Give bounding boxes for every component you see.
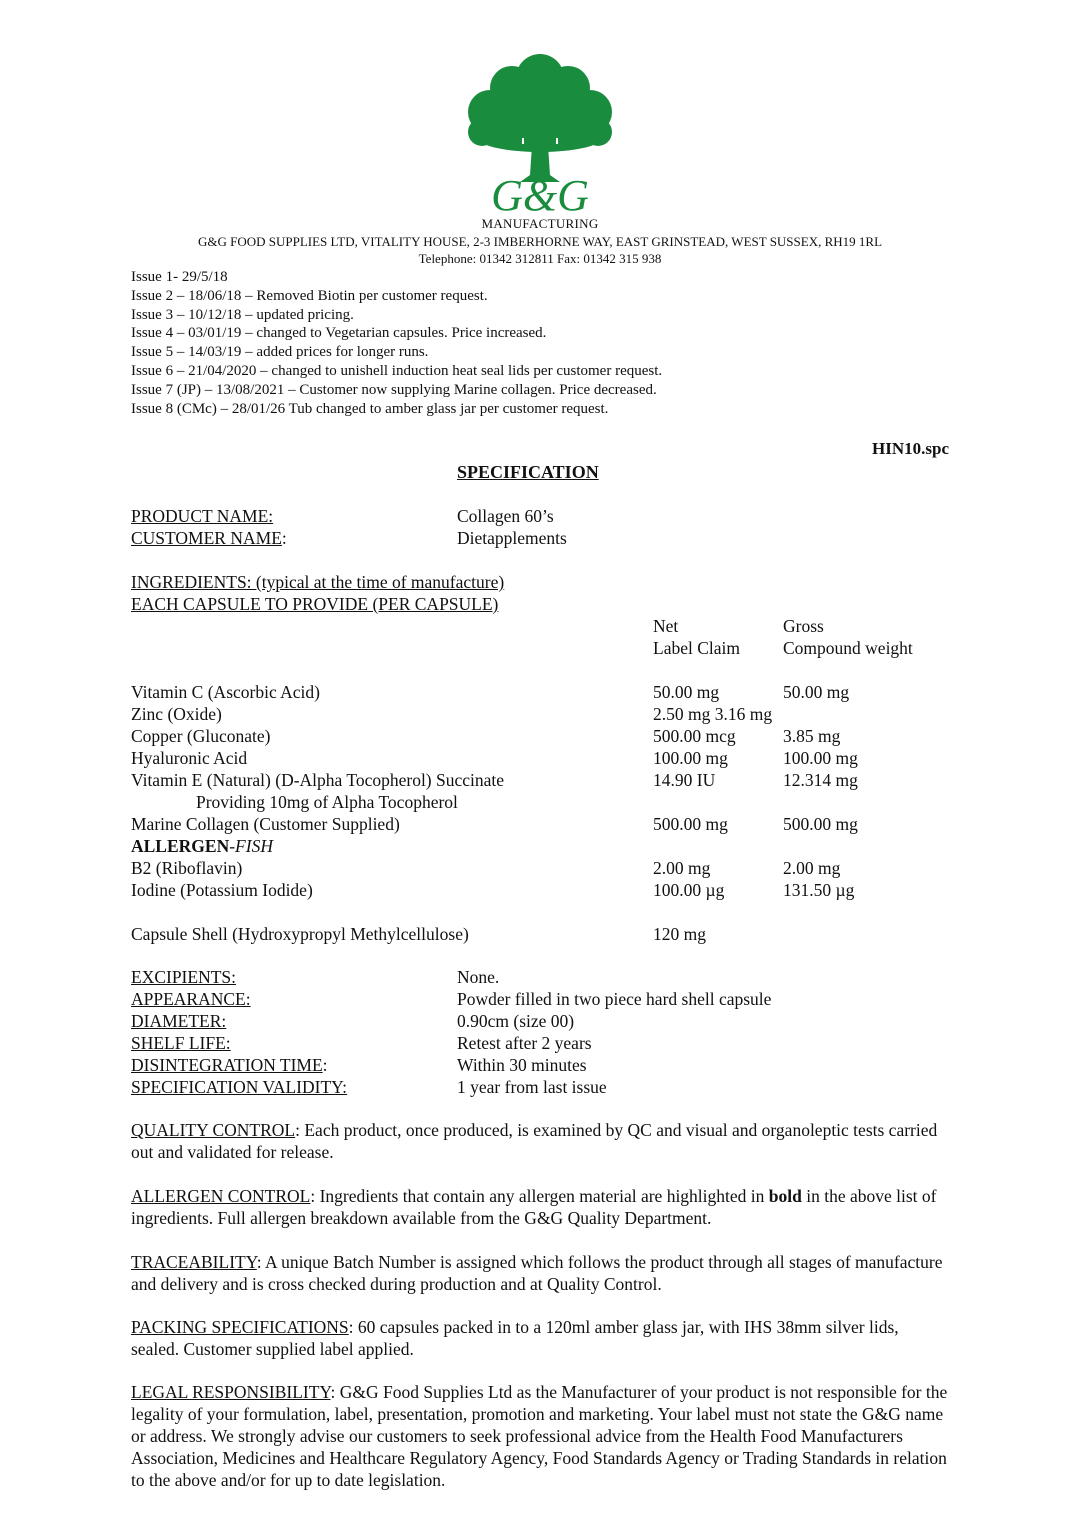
product-name-value: Collagen 60’s <box>457 506 554 526</box>
company-logo <box>460 50 620 218</box>
ingredient-gross: 12.314 mg <box>783 770 858 790</box>
ingredient-note: Providing 10mg of Alpha Tocopherol <box>196 792 458 812</box>
packing-section <box>131 1316 951 1360</box>
ingredient-net: 2.00 mg <box>653 858 711 878</box>
legal-section <box>131 1381 951 1491</box>
section-label: ALLERGEN CONTROL <box>131 1186 311 1206</box>
tree-logo-icon <box>460 50 620 218</box>
property-label: SPECIFICATION VALIDITY: <box>131 1077 348 1097</box>
ingredient-net: 100.00 µg <box>653 880 725 900</box>
capsule-shell-name: Capsule Shell (Hydroxypropyl Methylcellulose) <box>131 924 469 944</box>
ingredient-gross: 2.00 mg <box>783 858 841 878</box>
ingredient-name: Hyaluronic Acid <box>131 748 248 768</box>
section-label: LEGAL RESPONSIBILITY <box>131 1382 331 1402</box>
ingredient-gross: 100.00 mg <box>783 748 858 768</box>
property-value: None. <box>457 967 500 987</box>
property-value: Powder filled in two piece hard shell capsule <box>457 989 772 1009</box>
section-bold-text: bold <box>768 1186 802 1206</box>
property-colon: : <box>322 1055 328 1075</box>
ingredient-name: Copper (Gluconate) <box>131 726 271 746</box>
ingredient-name: B2 (Riboflavin) <box>131 858 243 878</box>
property-value: 1 year from last issue <box>457 1077 607 1097</box>
allergen-flag <box>131 835 273 857</box>
property-value: Within 30 minutes <box>457 1055 587 1075</box>
issue-line: Issue 3 – 10/12/18 – updated pricing. <box>131 306 354 323</box>
section-text: : A unique Batch Number is assigned which follows the product through all stages of manufacture and delivery and is cross checked during production and at Quality Control. <box>131 1252 943 1294</box>
ingredient-net: 2.50 mg 3.16 mg <box>653 704 773 724</box>
section-text: : Ingredients that contain any allergen material are highlighted in <box>310 1186 769 1206</box>
ingredient-net: 500.00 mg <box>653 814 728 834</box>
company-telephone: Telephone: 01342 312811 Fax: 01342 315 938 <box>418 251 662 266</box>
allergen-label: ALLERGEN <box>131 836 230 856</box>
customer-name-value: Dietapplements <box>457 528 567 548</box>
issue-history <box>131 268 662 418</box>
ingredients-subheading: EACH CAPSULE TO PROVIDE (PER CAPSULE) <box>131 594 499 614</box>
issue-line: Issue 6 – 21/04/2020 – changed to unishell induction heat seal lids per customer request. <box>131 362 663 379</box>
ingredient-name: Marine Collagen (Customer Supplied) <box>131 814 400 834</box>
property-label: DIAMETER: <box>131 1011 227 1031</box>
allergen-control-section <box>131 1185 951 1229</box>
quality-control-section <box>131 1119 951 1163</box>
column-header-compound-weight: Compound weight <box>783 638 913 658</box>
ingredient-gross: 131.50 µg <box>783 880 855 900</box>
ingredient-net: 14.90 IU <box>653 770 716 790</box>
column-header-label-claim: Label Claim <box>653 638 740 658</box>
issue-line: Issue 2 – 18/06/18 – Removed Biotin per customer request. <box>131 287 488 304</box>
capsule-shell-net: 120 mg <box>653 924 706 944</box>
property-label: SHELF LIFE: <box>131 1033 231 1053</box>
allergen-type: -FISH <box>229 836 273 856</box>
column-header-gross: Gross <box>783 616 824 636</box>
issue-line: Issue 1- 29/5/18 <box>131 269 228 285</box>
ingredients-heading: INGREDIENTS: (typical at the time of manufacture) <box>131 572 505 592</box>
ingredient-net: 50.00 mg <box>653 682 720 702</box>
ingredient-name: Zinc (Oxide) <box>131 704 222 724</box>
section-label: TRACEABILITY <box>131 1252 257 1272</box>
ingredient-gross: 500.00 mg <box>783 814 858 834</box>
logo-text: G&G <box>491 171 589 218</box>
section-text: : Each product, once produced, is examined by QC and visual and organoleptic tests carried out and validated for release. <box>131 1120 938 1162</box>
page-title: SPECIFICATION <box>457 462 599 482</box>
property-label: DISINTEGRATION TIME <box>131 1055 323 1075</box>
ingredient-gross: 50.00 mg <box>783 682 850 702</box>
ingredient-name: Vitamin C (Ascorbic Acid) <box>131 682 320 702</box>
traceability-section <box>131 1251 951 1295</box>
ingredient-gross: 3.85 mg <box>783 726 841 746</box>
document-reference: HIN10.spc <box>872 439 949 458</box>
customer-name-label: CUSTOMER NAME <box>131 528 282 548</box>
section-text: : G&G Food Supplies Ltd as the Manufacturer of your product is not responsible for the legality of your formulation, label, presentation, promotion and marketing. Your label must not state the G&G name or address. We strongly advise our customers to seek professional advice from the Health Food Manufacturers Association, Medicines and Healthcare Regulatory Agency, Food Standards Agency or Trading Standards in relation to the above and/or for up to date legislation. <box>131 1382 948 1490</box>
ingredient-net: 100.00 mg <box>653 748 728 768</box>
issue-line: Issue 4 – 03/01/19 – changed to Vegetarian capsules. Price increased. <box>131 325 547 342</box>
property-label: EXCIPIENTS: <box>131 967 236 987</box>
column-header-net: Net <box>653 616 679 636</box>
property-value: Retest after 2 years <box>457 1033 592 1053</box>
property-label: APPEARANCE: <box>131 989 251 1009</box>
issue-line: Issue 7 (JP) – 13/08/2021 – Customer now supplying Marine collagen. Price decreased. <box>131 381 657 398</box>
ingredient-name: Iodine (Potassium Iodide) <box>131 880 313 900</box>
property-value: 0.90cm (size 00) <box>457 1011 575 1031</box>
section-text: : 60 capsules packed in to a 120ml amber glass jar, with IHS 38mm silver lids, sealed. Customer supplied label applied. <box>131 1317 899 1359</box>
company-address: G&G FOOD SUPPLIES LTD, VITALITY HOUSE, 2-3 IMBERHORNE WAY, EAST GRINSTEAD, WEST SUSSEX, RH19 1RL <box>197 234 883 249</box>
section-text: in the above list of ingredients. Full allergen breakdown available from the G&G Quality Department. <box>131 1186 937 1228</box>
customer-name-colon: : <box>281 528 287 548</box>
property-label-wrap <box>131 1054 328 1076</box>
product-name-label: PRODUCT NAME: <box>131 506 274 526</box>
ingredient-net: 500.00 mcg <box>653 726 736 746</box>
manufacturing-label: MANUFACTURING <box>481 216 599 231</box>
issue-line: Issue 8 (CMc) – 28/01/26 Tub changed to amber glass jar per customer request. <box>131 400 609 417</box>
section-label: PACKING SPECIFICATIONS <box>131 1317 349 1337</box>
customer-name-label-wrap <box>131 527 287 549</box>
ingredient-name: Vitamin E (Natural) (D-Alpha Tocopherol) Succinate <box>131 770 505 790</box>
section-label: QUALITY CONTROL <box>131 1120 296 1140</box>
issue-line: Issue 5 – 14/03/19 – added prices for longer runs. <box>131 344 429 361</box>
